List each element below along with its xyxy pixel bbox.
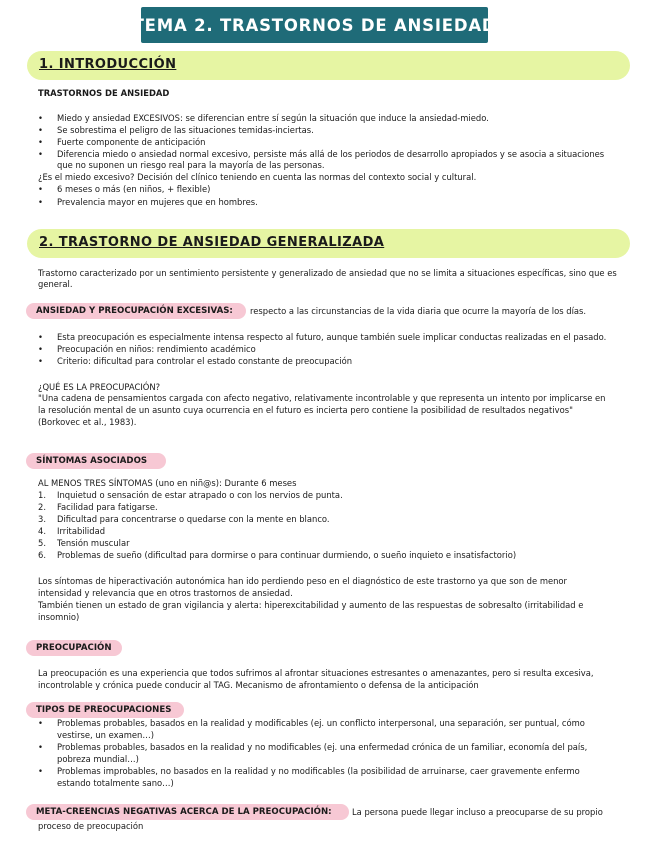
list-item: • 6 meses o más (en niños, + flexible) — [57, 184, 210, 195]
list-item: • Preocupación en niños: rendimiento académico — [57, 344, 256, 355]
list-item-continuation: vestirse, un examen…) — [57, 730, 154, 740]
section-heading-introduccion: 1. INTRODUCCIÓN — [27, 51, 630, 80]
list-item: 1. Inquietud o sensación de estar atrapado o con los nervios de punta. — [38, 490, 343, 500]
highlight-preocupacion: PREOCUPACIÓN — [26, 640, 122, 656]
paragraph: insomnio) — [38, 612, 80, 622]
list-item: 3. Dificultad para concentrarse o quedarse con la mente en blanco. — [38, 514, 330, 524]
paragraph: intensidad y relevancia que en otros trastornos de ansiedad. — [38, 588, 293, 598]
paragraph: proceso de preocupación — [38, 821, 144, 831]
paragraph: incontrolable y crónica puede conducir al TAG. Mecanismo de afrontamiento o defensa de la anticipación — [38, 680, 479, 690]
paragraph: Trastorno caracterizado por un sentimiento persistente y generalizado de ansiedad que no se limita a situaciones específicas, sino que es — [38, 268, 617, 278]
highlight-continuation: respecto a las circunstancias de la vida diaria que ocurre la mayoría de los días. — [250, 306, 587, 316]
quote-citation: (Borkovec et al., 1983). — [38, 417, 137, 427]
list-item-continuation: pobreza mundial…) — [57, 754, 139, 764]
list-item: 6. Problemas de sueño (dificultad para dormirse o para continuar durmiendo, o sueño inquieto e insatisfactorio) — [38, 550, 517, 560]
list-item: • Problemas probables, basados en la realidad y modificables (ej. un conflicto interpersonal, una separación, ser puntual, cómo — [57, 718, 585, 729]
paragraph: general. — [38, 279, 73, 289]
list-item: • Fuerte componente de anticipación — [57, 137, 205, 148]
quote: la resolución mental de un asunto cuya ocurrencia en el futuro es incierta pero contiene la posibilidad de resultados negativos" — [38, 405, 573, 415]
list-item: • Se sobrestima el peligro de las situaciones temidas-inciertas. — [57, 125, 314, 136]
highlight-sintomas: SÍNTOMAS ASOCIADOS — [26, 453, 166, 469]
paragraph: AL MENOS TRES SÍNTOMAS (uno en niñ@s): Durante 6 meses — [38, 478, 297, 488]
subheading-trastornos: TRASTORNOS DE ANSIEDAD — [38, 88, 170, 98]
list-item: • Criterio: dificultad para controlar el estado constante de preocupación — [57, 356, 352, 367]
highlight-ansiedad-preocupacion: ANSIEDAD Y PREOCUPACIÓN EXCESIVAS: — [26, 303, 246, 319]
paragraph: La preocupación es una experiencia que todos sufrimos al afrontar situaciones estresantes o amenazantes, pero si resulta excesiva, — [38, 668, 594, 678]
list-item: 4. Irritabilidad — [38, 526, 106, 536]
list-item: • Diferencia miedo o ansiedad normal excesivo, persiste más allá de los periodos de desarrollo apropiados y se asocia a situaciones — [57, 149, 604, 160]
page-title: TEMA 2. TRASTORNOS DE ANSIEDAD — [141, 7, 488, 43]
highlight-meta-creencias: META-CREENCIAS NEGATIVAS ACERCA DE LA PREOCUPACIÓN: — [26, 804, 349, 820]
paragraph: También tienen un estado de gran vigilancia y alerta: hiperexcitabilidad y aumento de las respuestas de sobresalto (irritabilidad e — [38, 600, 584, 610]
list-item: 2. Facilidad para fatigarse. — [38, 502, 158, 512]
list-item: • Esta preocupación es especialmente intensa respecto al futuro, aunque también suele implicar conductas realizadas en el pasado. — [57, 332, 606, 343]
highlight-tipos: TIPOS DE PREOCUPACIONES — [26, 702, 184, 718]
question-heading: ¿QUÉ ES LA PREOCUPACIÓN? — [38, 382, 161, 392]
list-item: 5. Tensión muscular — [38, 538, 130, 548]
list-item-continuation: estando totalmente sano…) — [57, 778, 174, 788]
list-item: • Problemas probables, basados en la realidad y no modificables (ej. una enfermedad crónica de un familiar, economía del país, — [57, 742, 587, 753]
list-item: • Miedo y ansiedad EXCESIVOS: se diferencian entre sí según la situación que induce la ansiedad-miedo. — [57, 113, 489, 124]
list-item: • Problemas improbables, no basados en la realidad y no modificables (la posibilidad de arruinarse, caer gravemente enfermo — [57, 766, 580, 777]
highlight-continuation: La persona puede llegar incluso a preocuparse de su propio — [352, 807, 603, 817]
list-item-continuation: que no suponen un riesgo real para la mayoría de las personas. — [57, 160, 325, 170]
section-heading-tag: 2. TRASTORNO DE ANSIEDAD GENERALIZADA — [27, 229, 630, 258]
list-item: • Prevalencia mayor en mujeres que en hombres. — [57, 197, 258, 208]
paragraph: Los síntomas de hiperactivación autonómica han ido perdiendo peso en el diagnóstico de este trastorno ya que son de menor — [38, 576, 568, 586]
question-text: ¿Es el miedo excesivo? Decisión del clínico teniendo en cuenta las normas del contexto social y cultural. — [38, 172, 477, 182]
quote: "Una cadena de pensamientos cargada con afecto negativo, relativamente incontrolable y que representa un intento por implicarse en — [38, 393, 606, 403]
